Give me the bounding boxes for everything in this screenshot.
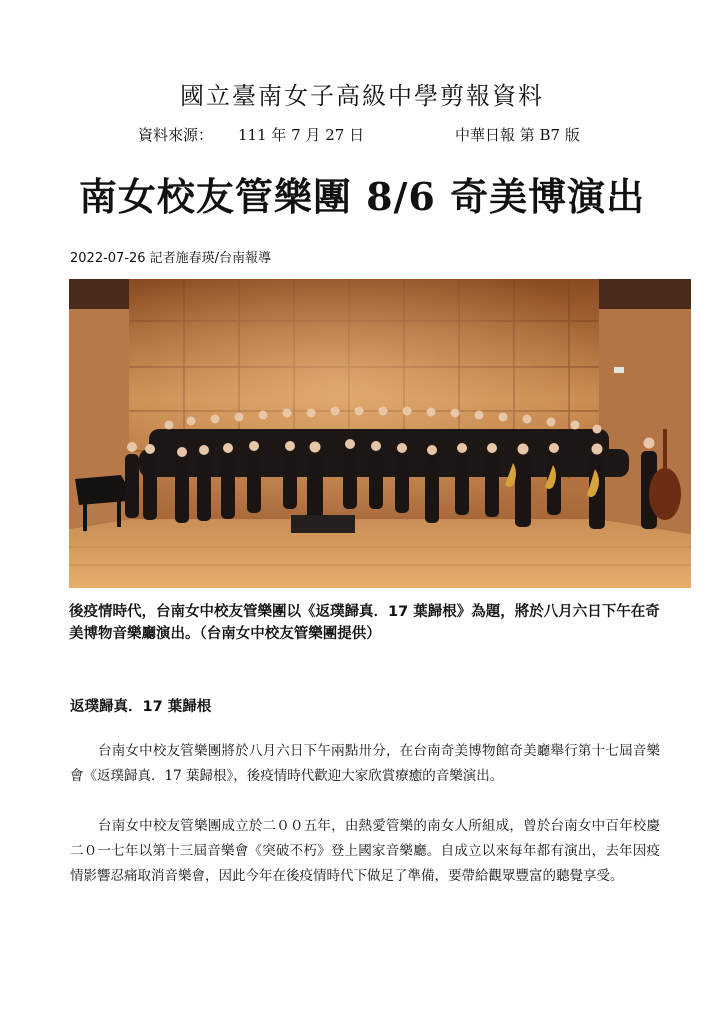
source-paper: 中華日報 第 B7 版	[455, 126, 580, 144]
article-paragraph: 台南女中校友管樂團將於八月六日下午兩點卅分，在台南奇美博物館奇美廳舉行第十七屆音樂會《返璞歸真．17 葉歸根》，後疫情時代歡迎大家欣賞療癒的音樂演出。	[70, 743, 660, 784]
article-headline: 南女校友管樂團 8/6 奇美博演出	[78, 174, 646, 219]
school-title: 國立臺南女子高級中學剪報資料	[180, 82, 544, 110]
source-label: 資料來源：	[138, 126, 214, 144]
article-byline: 2022-07-26 記者施春瑛/台南報導	[70, 251, 272, 266]
source-date: 111 年 7 月 27 日	[238, 126, 365, 144]
photo-caption: 後疫情時代，台南女中校友管樂團以《返璞歸真．17 葉歸根》為題，將於八月六日下午在奇美博物音樂廳演出。（台南女中校友管樂團提供）	[69, 604, 660, 642]
source-line	[0, 124, 724, 144]
concert-photo	[69, 279, 691, 588]
article-paragraph: 台南女中校友管樂團成立於二００五年，由熱愛管樂的南女人所組成，曾於台南女中百年校慶二０一七年以第十三屆音樂會《突破不朽》登上國家音樂廳。自成立以來每年都有演出，去年因疫情影響忍痛取消音樂會，因此今年在後疫情時代下做足了準備，要帶給觀眾豐富的聽覺享受。	[70, 818, 660, 884]
section-heading: 返璞歸真．17 葉歸根	[70, 699, 212, 715]
